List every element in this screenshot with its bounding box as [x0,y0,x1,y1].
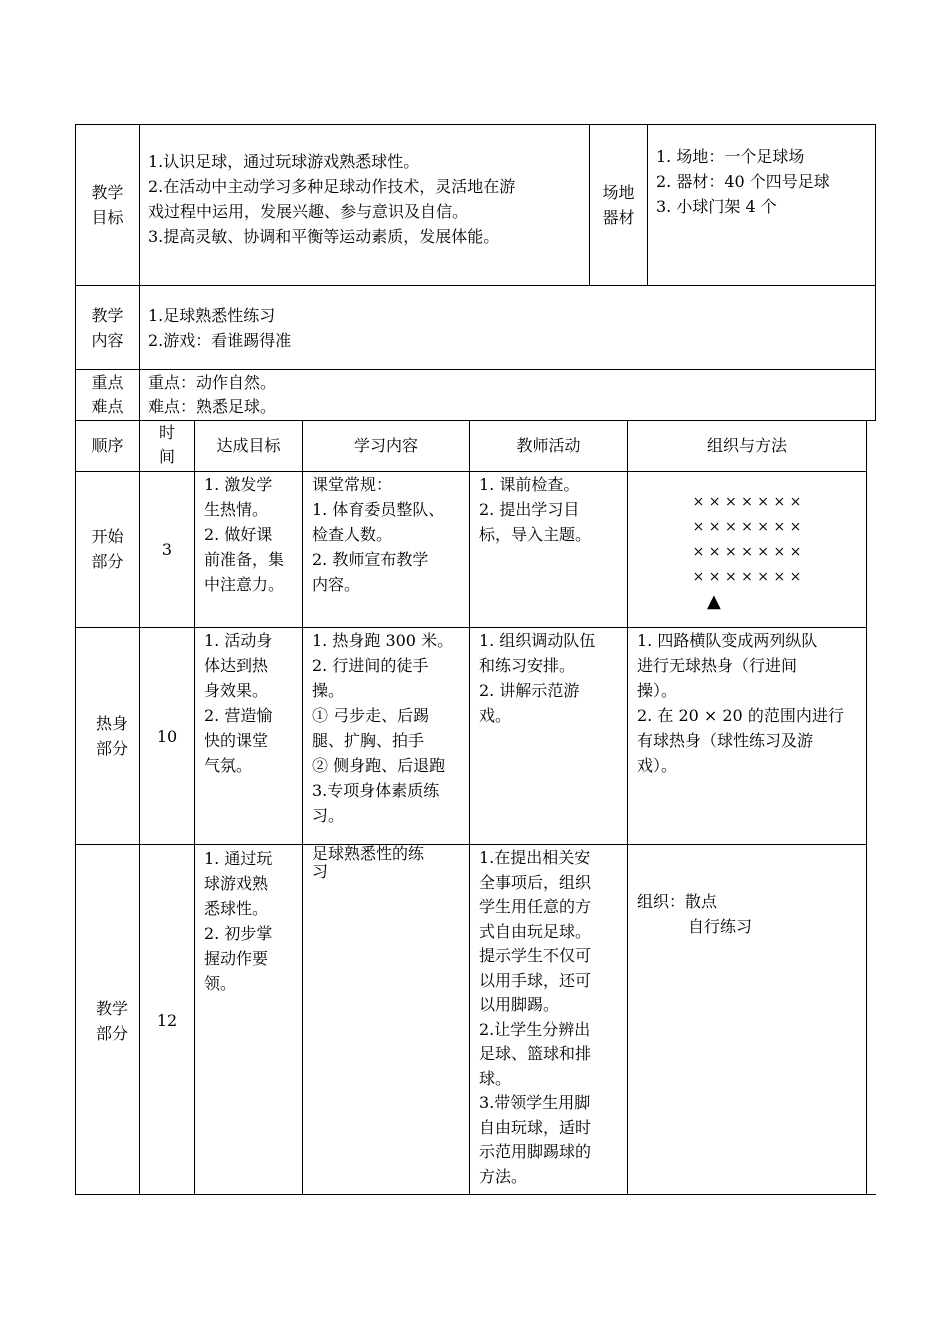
rule [469,420,470,1195]
keypoints-label: 重点 难点 [91,373,124,416]
rule [75,420,876,421]
student-row: × × × × × × × [692,519,802,535]
student-row: × × × × × × × [692,494,802,510]
rule [647,124,648,285]
row-teaching-time: 12 [156,1011,178,1030]
rule [75,285,876,286]
keypoints-list: 重点：动作自然。 难点：熟悉足球。 [148,373,277,416]
row-teaching-section: 教学 部分 [95,999,128,1043]
student-row: × × × × × × × [692,569,802,585]
row-start-goals: 1. 激发学 生热情。 2. 做好课 前准备，集 中注意力。 [204,475,285,594]
row-warmup-teacher: 1. 组织调动队伍 和练习安排。 2. 讲解示范游 戏。 [479,631,596,725]
content-label: 教学 内容 [91,306,124,350]
row-warmup-learning: 1. 热身跑 300 米。 2. 行进间的徒手 操。 ① 弓步走、后踢 腿、扩胸、拍手 ② 侧身跑、后退跑 3.专项身体素质练 习。 [312,631,454,825]
row-start-time: 3 [161,540,173,559]
row-start-section: 开始 部分 [91,527,124,571]
rule [75,1194,876,1195]
objectives-list: 1.认识足球，通过玩球游戏熟悉球性。 2.在活动中主动学习多种足球动作技术，灵活地在游 戏过程中运用，发展兴趣、参与意识及自信。 3.提高灵敏、协调和平衡等运动素质，发展体能。 [148,152,516,246]
content-list: 1.足球熟悉性练习 2.游戏：看谁踢得准 [148,306,292,350]
objectives-label: 教学 目标 [91,183,124,227]
header-time: 时 间 [158,423,175,466]
rule [139,124,140,420]
student-row: × × × × × × × [692,544,802,560]
header-method: 组织与方法 [706,436,787,455]
row-teaching-goals: 1. 通过玩 球游戏熟 悉球性。 2. 初步掌 握动作要 领。 [204,849,273,993]
row-start-teacher: 1. 课前检查。 2. 提出学习目 标，导入主题。 [479,475,592,544]
row-warmup-method: 1. 四路横队变成两列纵队 进行无球热身（行进间 操）。 2. 在 20 × 20 的范围内进行 有球热身（球性练习及游 戏）。 [637,631,844,775]
rule [194,420,195,1195]
rule [75,369,876,370]
row-warmup-goals: 1. 活动身 体达到热 身效果。 2. 营造愉 快的课堂 气氛。 [204,631,273,775]
row-teaching-teacher: 1.在提出相关安 全事项后，组织 学生用任意的方 式自由玩足球。 提示学生不仅可 以用手球，还可 以用脚踢。 2.让学生分辨出 足球、篮球和排 球。 3.带领学生用脚 自由玩球，适时 示范用脚踢球的 方法。 [479,848,592,1186]
rule [302,420,303,1195]
row-teaching-method: 组织：散点 自行练习 [637,892,753,936]
row-start-learning: 课堂常规： 1. 体育委员整队、 检查人数。 2. 教师宣布教学 内容。 [312,475,445,594]
row-warmup-time: 10 [156,727,178,746]
teacher-triangle-icon: ▲ [707,591,721,612]
formation-diagram [628,490,866,590]
header-teacher: 教师活动 [516,436,581,455]
header-order: 顺序 [91,436,124,455]
venue-label: 场地 器材 [602,183,635,227]
row-teaching-learning: 足球熟悉性的练 习 [312,844,425,881]
header-learning: 学习内容 [353,436,418,455]
rule [875,124,876,420]
header-goals: 达成目标 [216,436,281,455]
rule [866,420,867,1195]
venue-list: 1. 场地：一个足球场 2. 器材：40 个四号足球 3. 小球门架 4 个 [656,147,830,216]
row-warmup-section: 热身 部分 [95,714,128,758]
rule [75,124,876,125]
